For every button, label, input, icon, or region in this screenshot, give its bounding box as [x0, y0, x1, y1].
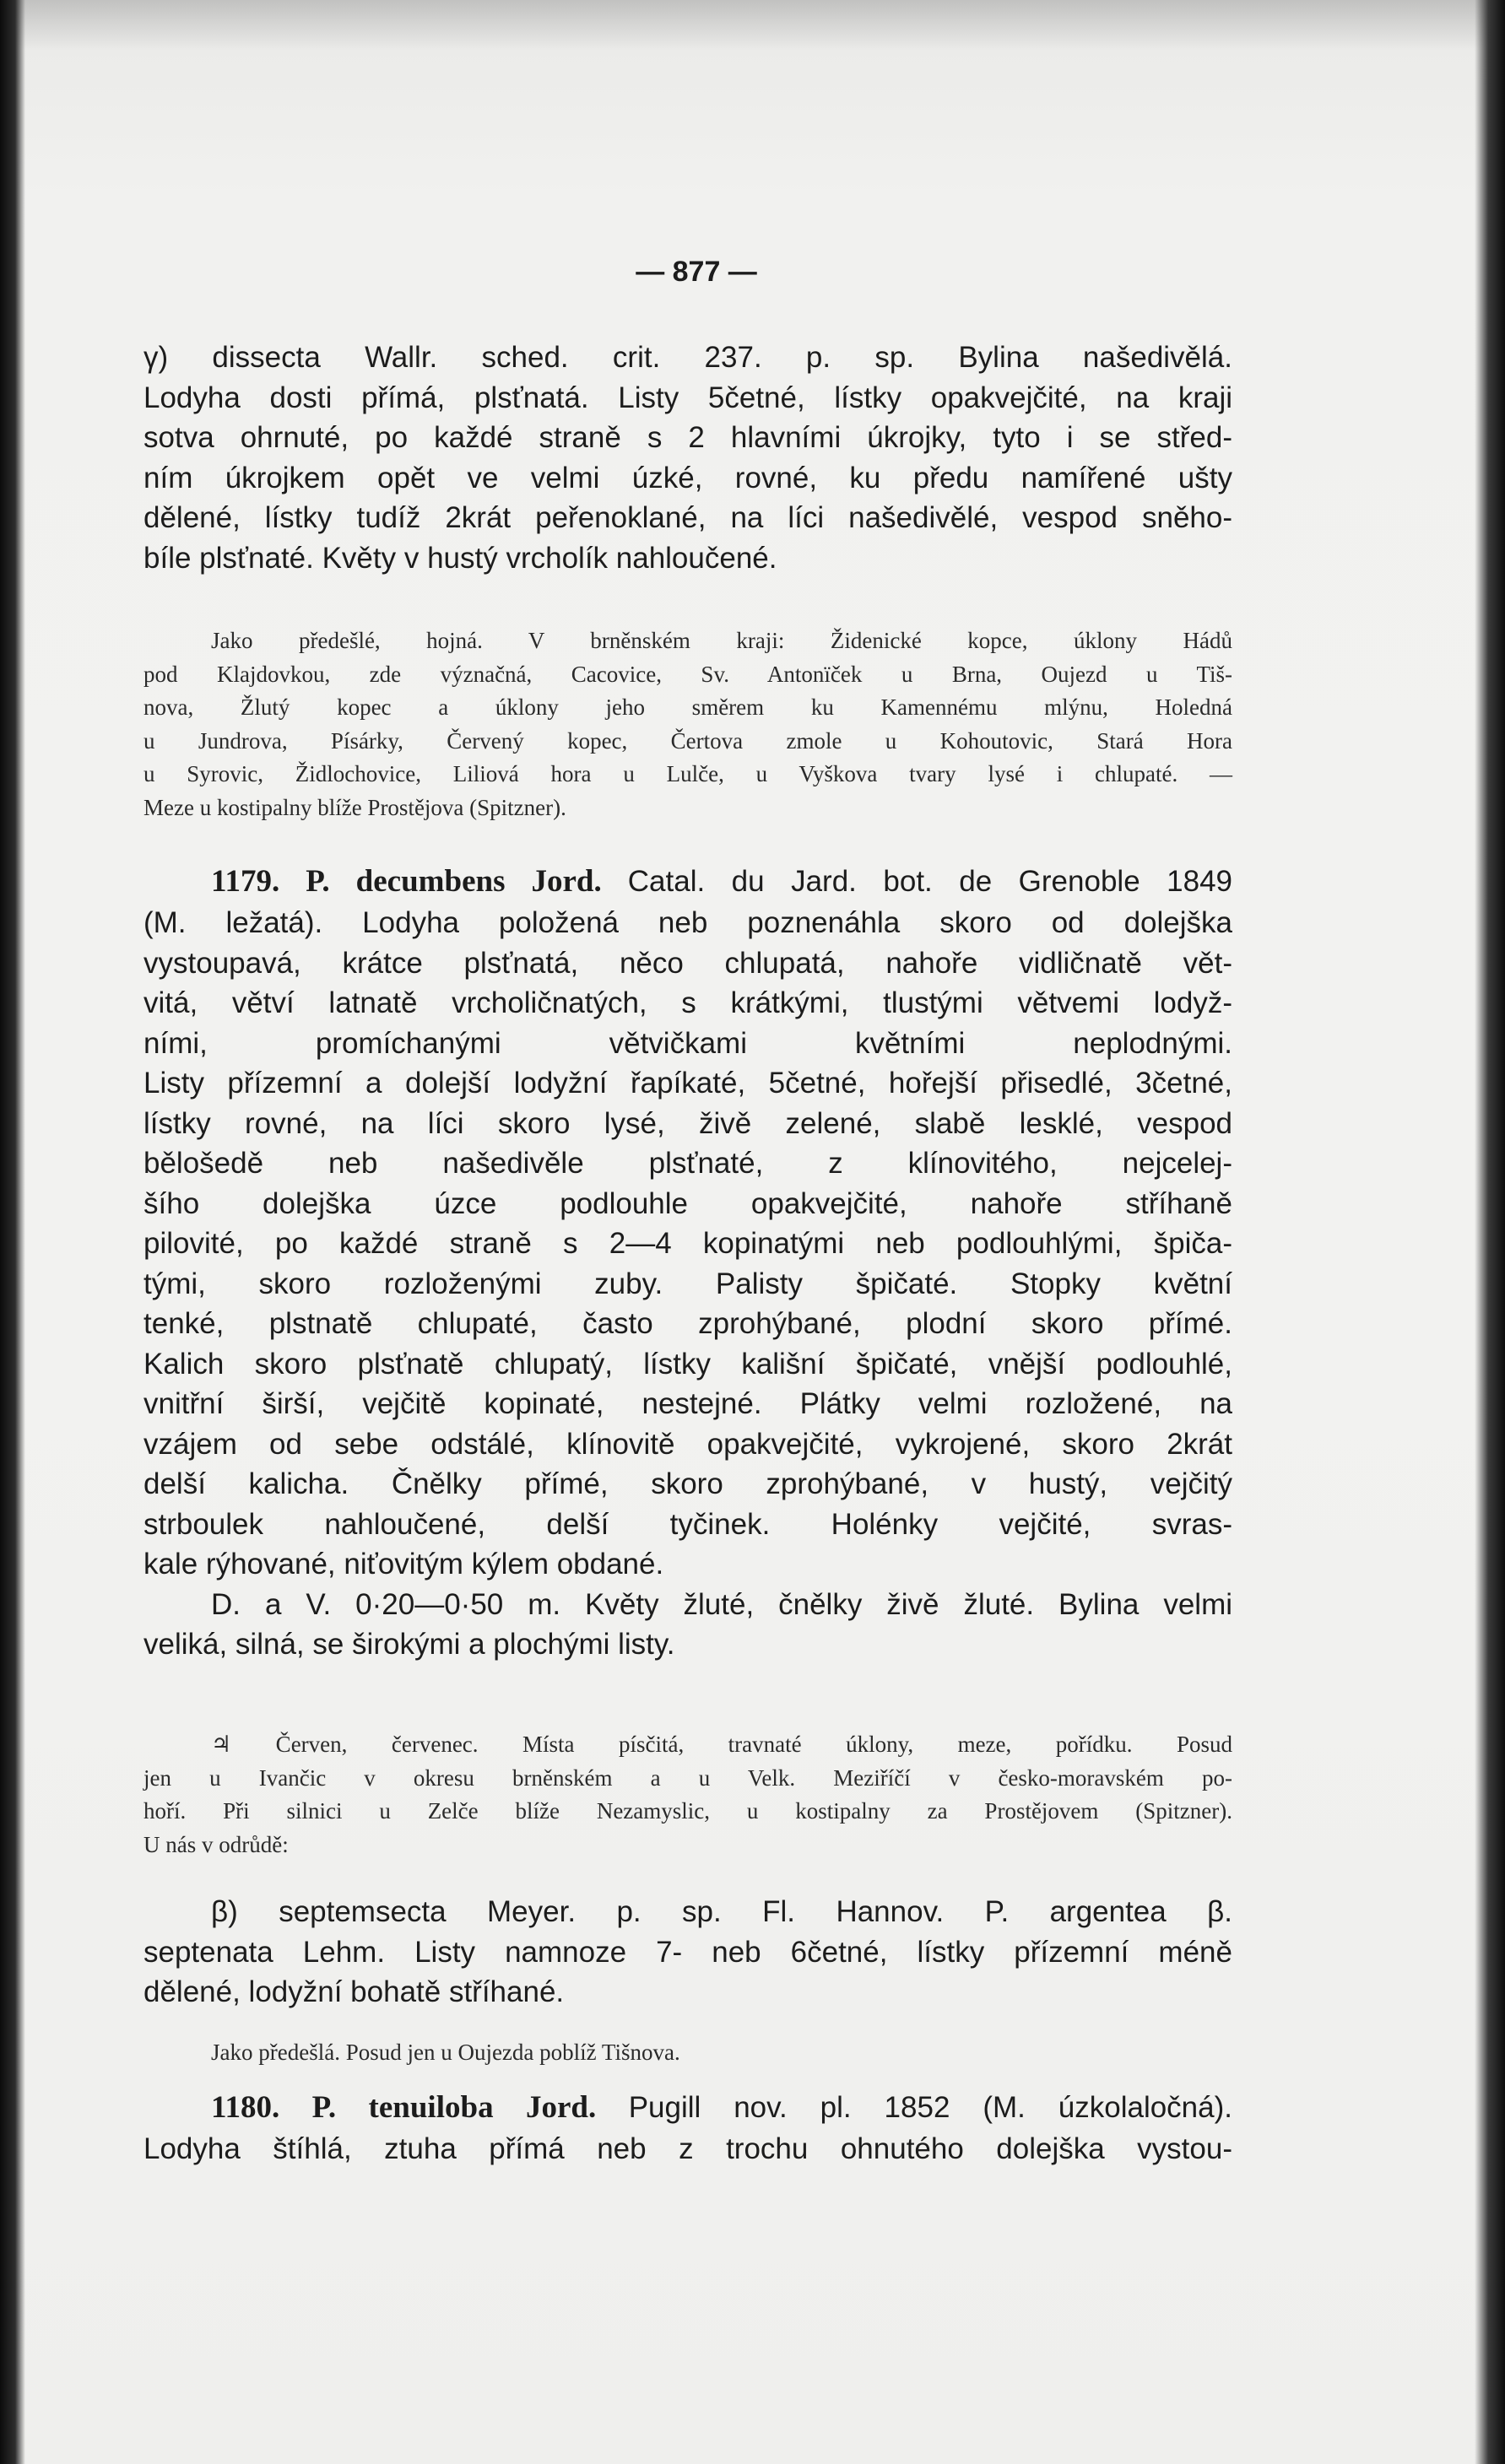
- text-line: Kalich skoro plsťnatě chlupatý, lístky kališní špičaté, vnější podlouhlé,: [143, 1347, 1232, 1381]
- text-line: Lodyha štíhlá, ztuha přímá neb z trochu ohnutého dolejška vystou-: [143, 2132, 1232, 2165]
- entry-1179: [143, 861, 1232, 1665]
- text-line: ními, promíchanými větvičkami květními neplodnými.: [143, 1026, 1232, 1060]
- text-line: ♃ Červen, červenec. Místa písčitá, travnaté úklony, meze, pořídku. Posud: [211, 1732, 1232, 1757]
- text-line: u Jundrova, Písárky, Červený kopec, Čertova zmole u Kohoutovic, Stará Hora: [143, 727, 1232, 754]
- entry-heading: [143, 2087, 1232, 2129]
- text-line: tými, skoro rozloženými zuby. Palisty špičaté. Stopky květní: [143, 1267, 1232, 1300]
- text-line: Lodyha dosti přímá, plsťnatá. Listy 5četné, lístky opakvejčité, na kraji: [143, 381, 1232, 414]
- text-line: sotva ohrnuté, po každé straně s 2 hlavními úkrojky, tyto i se střed-: [143, 421, 1232, 454]
- text-line: β) septemsecta Meyer. p. sp. Fl. Hannov. P. argentea β.: [211, 1895, 1232, 1928]
- text-line: vnitřní širší, vejčitě kopinaté, nestejné. Plátky velmi rozložené, na: [143, 1387, 1232, 1420]
- beta-variety: [143, 1892, 1232, 2013]
- entry-1179-locations: [143, 1728, 1232, 1862]
- scan-top-shadow: [0, 0, 1505, 51]
- text-line: lístky rovné, na líci skoro lysé, živě zelené, slabě lesklé, vespod: [143, 1106, 1232, 1140]
- text-line: U nás v odrůdě:: [143, 1831, 289, 1857]
- text-line: ním úkrojkem opět ve velmi úzké, rovné, ku předu namířené ušty: [143, 461, 1232, 494]
- entry-heading: [143, 861, 1232, 903]
- text-line: dělené, lístky tudíž 2krát peřenoklané, na líci našedivělé, vespod sněho-: [143, 501, 1232, 534]
- text-line: nova, Žlutý kopec a úklony jeho směrem ku Kamennému mlýnu, Holedná: [143, 694, 1232, 721]
- text-line: Meze u kostipalny blíže Prostějova (Spitzner).: [143, 794, 566, 820]
- text-line: vzájem od sebe odstálé, klínovitě opakvejčité, vykrojené, skoro 2krát: [143, 1427, 1232, 1461]
- text-line: u Syrovic, Židlochovice, Liliová hora u Lulče, u Vyškova tvary lysé i chlupaté. —: [143, 761, 1232, 787]
- text-line: D. a V. 0·20—0·50 m. Květy žluté, čnělky živě žluté. Bylina velmi: [211, 1587, 1232, 1621]
- gamma-paragraph: [143, 338, 1232, 578]
- text-line: vitá, větví latnatě vrcholičnatých, s krátkými, tlustými větvemi lodyž-: [143, 986, 1232, 1019]
- text-line: bíle plsťnaté. Květy v hustý vrcholík nahloučené.: [143, 541, 777, 575]
- gamma-locations: [143, 624, 1232, 825]
- entry-1180: [143, 2087, 1232, 2170]
- text-line: pod Klajdovkou, zde význačná, Cacovice, Sv. Antonïček u Brna, Oujezd u Tiš-: [143, 661, 1232, 687]
- text-line: kale rýhované, niťovitým kýlem obdané.: [143, 1548, 664, 1581]
- text-line: γ) dissecta Wallr. sched. crit. 237. p. sp. Bylina našedivělá.: [143, 341, 1232, 374]
- scan-right-edge: [1475, 0, 1505, 2464]
- entry-number: 1180. P. tenuiloba Jord.: [211, 2090, 597, 2125]
- text-line: vystoupavá, krátce plsťnatá, něco chlupatá, nahoře vidličnatě vět-: [143, 946, 1232, 980]
- page-number: — 877 —: [636, 256, 757, 288]
- text-line: jen u Ivančic v okresu brněnském a u Velk. Meziříčí v česko-moravském po-: [143, 1764, 1232, 1791]
- entry-reference: Catal. du Jard. bot. de Grenoble 1849: [627, 865, 1233, 898]
- text-line: (M. ležatá). Lodyha položená neb poznenáhla skoro od dolejška: [143, 906, 1232, 939]
- text-line: Jako předešlá. Posud jen u Oujezda poblíž Tišnova.: [211, 2040, 680, 2065]
- text-line: pilovité, po každé straně s 2—4 kopinatými neb podlouhlými, špiča-: [143, 1227, 1232, 1260]
- text-line: šího dolejška úzce podlouhle opakvejčité, nahoře stříhaně: [143, 1186, 1232, 1220]
- text-line: tenké, plstnatě chlupaté, často zprohýbané, plodní skoro přímé.: [143, 1307, 1232, 1340]
- text-line: bělošedě neb našedivěle plsťnaté, z klínovitého, nejcelej-: [143, 1147, 1232, 1180]
- text-line: delší kalicha. Čnělky přímé, skoro zprohýbané, v hustý, vejčitý: [143, 1467, 1232, 1500]
- text-line: strboulek nahloučené, delší tyčinek. Holénky vejčité, svras-: [143, 1507, 1232, 1541]
- text-line: hoří. Při silnici u Zelče blíže Nezamyslic, u kostipalny za Prostějovem (Spitzner).: [143, 1798, 1232, 1824]
- text-line: Listy přízemní a dolejší lodyžní řapíkaté, 5četné, hořejší přisedlé, 3četné,: [143, 1067, 1232, 1100]
- beta-locations: [143, 2036, 1232, 2070]
- text-line: veliká, silná, se širokými a plochými listy.: [143, 1628, 675, 1661]
- entry-number: 1179. P. decumbens Jord.: [211, 864, 602, 899]
- entry-reference: Pugill nov. pl. 1852 (M. úzkolaločná).: [628, 2091, 1232, 2124]
- scan-left-edge: [0, 0, 25, 2464]
- text-line: Jako předešlé, hojná. V brněnském kraji: Židenické kopce, úklony Hádů: [211, 628, 1232, 653]
- text-line: septenata Lehm. Listy namnoze 7- neb 6četné, lístky přízemní méně: [143, 1935, 1232, 1969]
- text-line: dělené, lodyžní bohatě stříhané.: [143, 1975, 565, 2008]
